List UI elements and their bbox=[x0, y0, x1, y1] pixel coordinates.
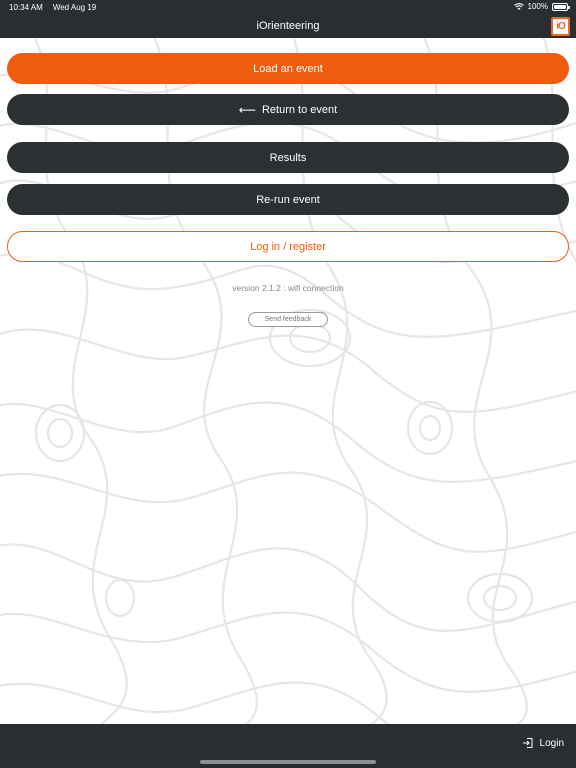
results-label: Results bbox=[269, 151, 307, 164]
send-feedback-button[interactable] bbox=[248, 312, 328, 327]
return-to-event-button[interactable] bbox=[7, 94, 569, 125]
return-arrow-icon: ⟵ bbox=[238, 102, 256, 117]
load-event-label: Load an event bbox=[253, 62, 323, 75]
return-to-event-label: Return to event bbox=[261, 103, 338, 116]
app-logo-icon[interactable] bbox=[551, 17, 570, 36]
rerun-event-label: Re-run event bbox=[256, 193, 320, 206]
topographic-background bbox=[0, 38, 576, 724]
status-date: Wed Aug 19 bbox=[52, 3, 97, 12]
status-bar-left bbox=[9, 3, 96, 12]
results-button[interactable] bbox=[7, 142, 569, 173]
login-register-label: Log in / register bbox=[250, 240, 326, 253]
bottom-login-button[interactable] bbox=[522, 734, 564, 752]
bottom-bar bbox=[0, 724, 576, 768]
rerun-event-button[interactable] bbox=[7, 184, 569, 215]
app-logo-text: iO bbox=[553, 19, 568, 34]
page-title: iOrienteering bbox=[256, 20, 320, 32]
send-feedback-label: Send feedback bbox=[264, 316, 312, 323]
home-indicator[interactable] bbox=[200, 760, 376, 764]
status-bar-right bbox=[514, 2, 568, 11]
status-time: 10:34 AM bbox=[9, 3, 43, 12]
top-bar bbox=[0, 0, 576, 38]
battery-percent: 100% bbox=[527, 2, 548, 11]
bottom-login-label: Login bbox=[539, 737, 564, 749]
version-text: version 2.1.2 : wifi connection bbox=[232, 283, 344, 293]
login-icon bbox=[522, 737, 534, 749]
login-register-button[interactable] bbox=[7, 231, 569, 262]
load-event-button[interactable] bbox=[7, 53, 569, 84]
wifi-icon bbox=[514, 3, 524, 11]
battery-icon bbox=[552, 3, 568, 11]
